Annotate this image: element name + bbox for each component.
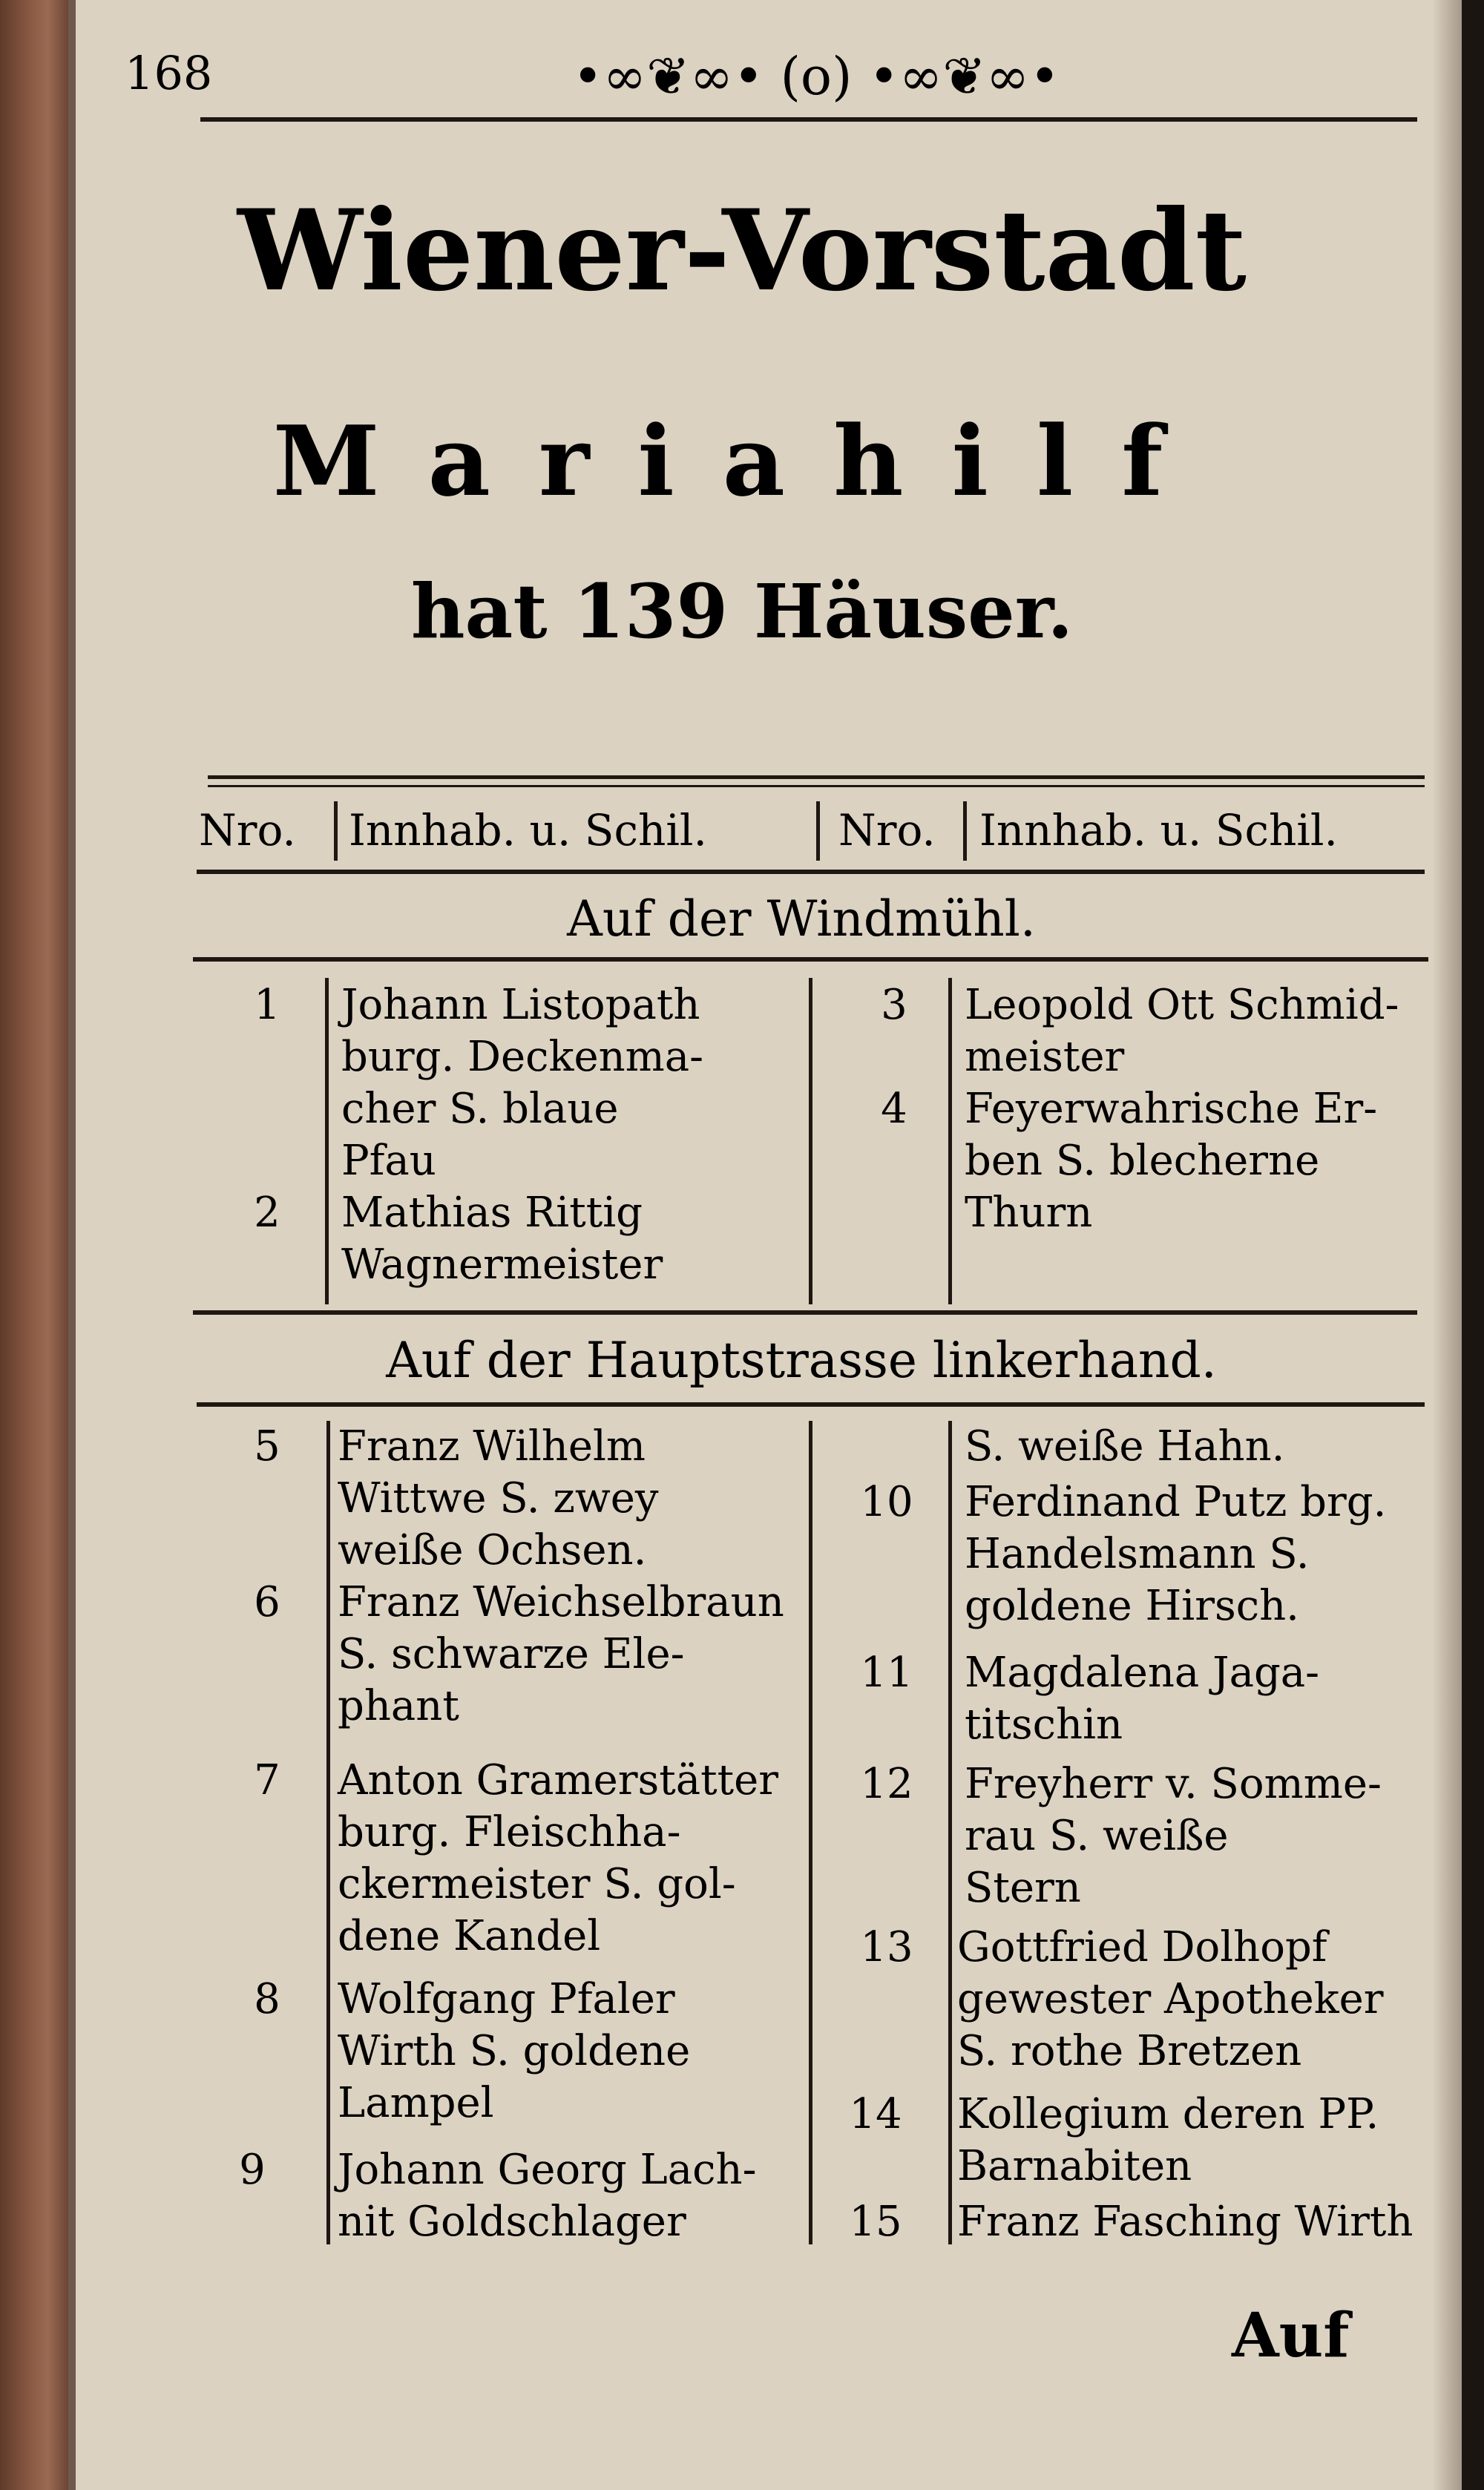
entry-owner: Leopold Ott Schmid- meister <box>965 981 1399 1081</box>
section-rule <box>197 1402 1425 1407</box>
entry-number: 3 <box>881 981 907 1029</box>
section-title-hauptstrasse: Auf der Hauptstrasse linkerhand. <box>386 1332 1217 1389</box>
title-mariahilf: Mariahilf <box>272 404 1212 518</box>
table-top-rule-thin <box>208 785 1425 787</box>
entry-owner-continued: S. weiße Hahn. <box>965 1422 1285 1471</box>
header-divider <box>963 801 967 861</box>
section-rule <box>193 957 1428 962</box>
entry-owner: Freyherr v. Somme- rau S. weiße Stern <box>965 1760 1382 1912</box>
entry-number: 9 <box>239 2146 266 2194</box>
entry-number: 8 <box>254 1975 280 2023</box>
catchword: Auf <box>1232 2300 1350 2371</box>
entry-number: 13 <box>860 1923 913 1971</box>
entry-owner: Franz Weichselbraun S. schwarze Ele- phant <box>338 1578 784 1730</box>
entry-number: 12 <box>860 1760 913 1808</box>
column-divider <box>809 978 812 1304</box>
table-top-rule <box>208 775 1425 779</box>
title-houses: hat 139 Häuser. <box>410 568 1074 655</box>
entry-owner: Ferdinand Putz brg. Handelsmann S. goldene Hirsch. <box>965 1478 1387 1630</box>
entry-owner: Gottfried Dolhopf gewester Apotheker S. rothe Bretzen <box>957 1923 1384 2075</box>
section-title-windmuehl: Auf der Windmühl. <box>567 890 1036 947</box>
page-number: 168 <box>125 46 213 100</box>
entry-number: 11 <box>860 1649 913 1697</box>
entry-owner: Magdalena Jaga- titschin <box>965 1649 1320 1749</box>
header-bottom-rule <box>197 870 1425 874</box>
entry-owner: Feyerwahrische Er- ben S. blecherne Thurn <box>965 1085 1378 1237</box>
entry-owner: Johann Georg Lach- nit Goldschlager <box>338 2146 757 2246</box>
page-edge <box>68 0 76 2490</box>
entry-owner: Franz Fasching Wirth <box>957 2198 1414 2246</box>
section-end-rule <box>193 1310 1417 1315</box>
entry-number: 7 <box>254 1756 280 1804</box>
entry-owner: Kollegium deren PP. Barnabiten <box>957 2090 1379 2190</box>
column-divider <box>948 978 952 1304</box>
entry-number: 14 <box>849 2090 902 2138</box>
entry-owner: Anton Gramerstätter burg. Fleischha- ckermeister S. gol- dene Kandel <box>338 1756 779 1960</box>
page-shade <box>1432 0 1462 2490</box>
title-vorstadt: Wiener-Vorstadt <box>237 185 1247 316</box>
entry-number: 2 <box>254 1189 280 1237</box>
entry-number: 15 <box>849 2198 902 2246</box>
book-spine <box>0 0 68 2490</box>
header-rule <box>200 117 1417 122</box>
entry-owner: Mathias Rittig Wagnermeister <box>341 1189 663 1289</box>
entry-owner: Franz Wilhelm Wittwe S. zwey weiße Ochsen. <box>338 1422 659 1574</box>
col-header-owner-left: Innhab. u. Schil. <box>349 805 707 855</box>
entry-owner: Wolfgang Pfaler Wirth S. goldene Lampel <box>338 1975 691 2127</box>
column-divider <box>326 1421 330 2244</box>
column-divider <box>809 1421 812 2244</box>
col-header-no-left: Nro. <box>199 805 296 855</box>
header-divider <box>334 801 338 861</box>
header-divider <box>816 801 820 861</box>
col-header-no-right: Nro. <box>838 805 936 855</box>
entry-number: 5 <box>254 1422 280 1471</box>
entry-owner: Johann Listopath burg. Deckenma- cher S. blaue Pfau <box>341 981 704 1185</box>
header-ornament: •∞❦∞• (o) •∞❦∞• <box>572 46 1060 107</box>
col-header-owner-right: Innhab. u. Schil. <box>979 805 1338 855</box>
entry-number: 1 <box>254 981 280 1029</box>
column-divider <box>948 1421 952 2244</box>
entry-number: 10 <box>860 1478 913 1526</box>
entry-number: 6 <box>254 1578 280 1626</box>
entry-number: 4 <box>881 1085 907 1133</box>
column-divider <box>325 978 329 1304</box>
